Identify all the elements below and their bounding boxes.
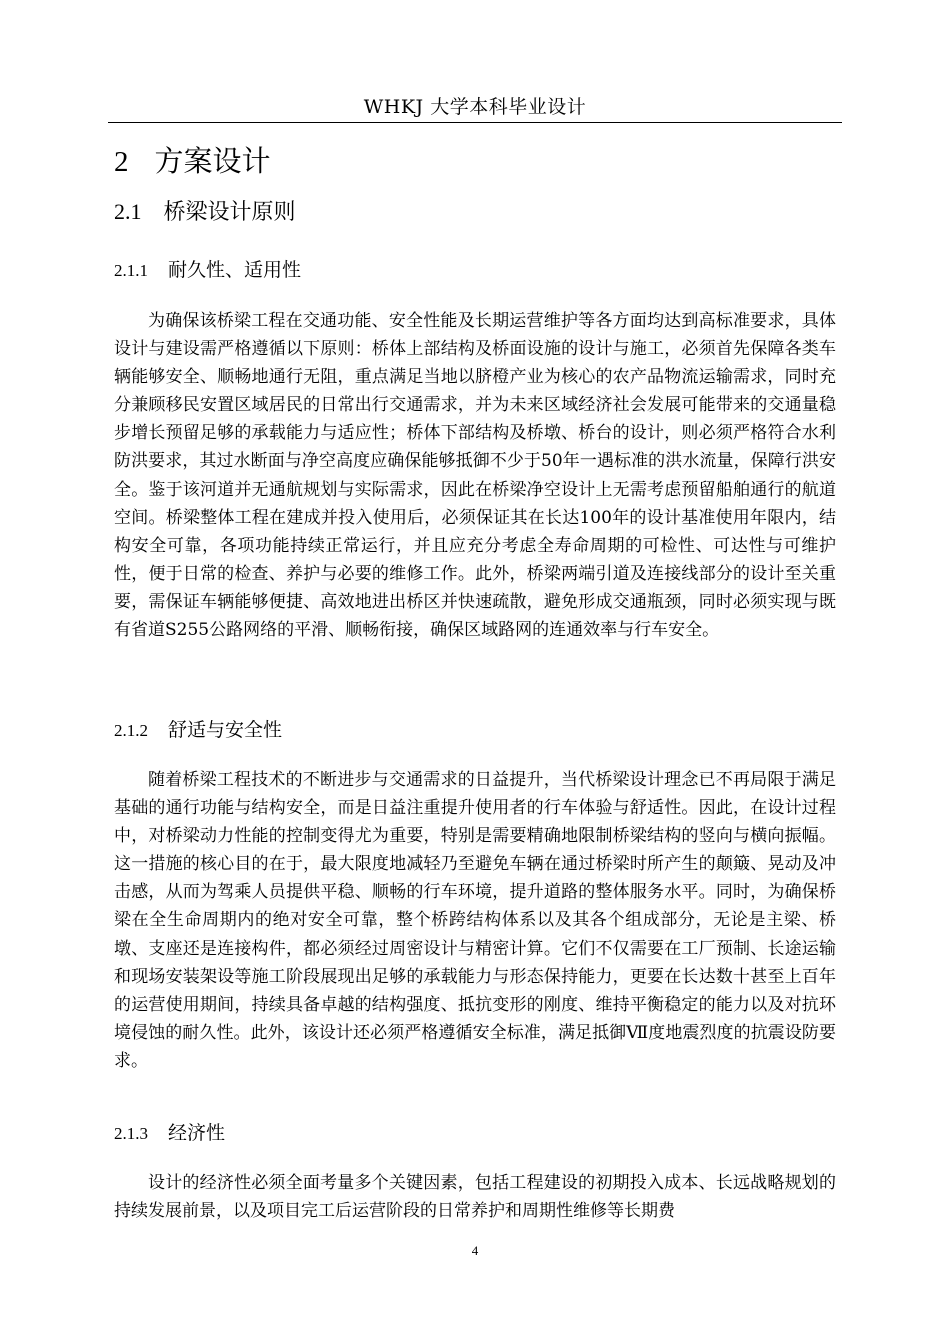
chapter-heading [114,142,271,181]
page-number: 4 [471,1243,479,1258]
subsection-heading-1 [114,256,301,285]
subsection-title: 舒适与安全性 [168,719,283,741]
subsection-title: 经济性 [168,1122,226,1144]
section-title: 桥梁设计原则 [163,200,296,225]
header-rule [108,122,842,123]
body-paragraph-1: 为确保该桥梁工程在交通功能、安全性能及长期运营维护等各方面均达到高标准要求，具体设计与建设需严格遵循以下原则：桥体上部结构及桥面设施的设计与施工，必须首先保障各类车辆能够安全、顺畅地通行无阻，重点满足当地以脐橙产业为核心的农产品物流运输需求，同时充分兼顾移民安置区域居民的日常出行交通需求，并为未来区域经济社会发展可能带来的交通量稳步增长预留足够的承载能力与适应性；桥体下部结构及桥墩、桥台的设计，则必须严格符合水利防洪要求，其过水断面与净空高度应确保能够抵御不少于50年一遇标准的洪水流量，保障行洪安全。鉴于该河道并无通航规划与实际需求，因此在桥梁净空设计上无需考虑预留船舶通行的航道空间。桥梁整体工程在建成并投入使用后，必须保证其在长达100年的设计基准使用年限内，结构安全可靠，各项功能持续正常运行，并且应充分考虑全寿命周期的可检性、可达性与可维护性，便于日常的检查、养护与必要的维修工作。此外，桥梁两端引道及连接线部分的设计至关重要，需保证车辆能够便捷、高效地进出桥区并快速疏散，避免形成交通瓶颈，同时必须实现与既有省道S255公路网络的平滑、顺畅衔接，确保区域路网的连通效率与行车安全。 [114,311,836,641]
body-paragraph-3: 设计的经济性必须全面考量多个关键因素，包括工程建设的初期投入成本、长远战略规划的持续发展前景，以及项目完工后运营阶段的日常养护和周期性维修等长期费 [114,1173,836,1222]
subsection-number: 2.1.3 [114,1124,148,1143]
body-paragraph-2: 随着桥梁工程技术的不断进步与交通需求的日益提升，当代桥梁设计理念已不再局限于满足基础的通行功能与结构安全，而是日益注重提升使用者的行车体验与舒适性。因此，在设计过程中，对桥梁动力性能的控制变得尤为重要，特别是需要精确地限制桥梁结构的竖向与横向振幅。这一措施的核心目的在于，最大限度地减轻乃至避免车辆在通过桥梁时所产生的颠簸、晃动及冲击感，从而为驾乘人员提供平稳、顺畅的行车环境，提升道路的整体服务水平。同时，为确保桥梁在全生命周期内的绝对安全可靠，整个桥跨结构体系以及其各个组成部分，无论是主梁、桥墩、支座还是连接构件，都必须经过周密设计与精密计算。它们不仅需要在工厂预制、长途运输和现场安装架设等施工阶段展现出足够的承载能力与形态保持能力，更要在长达数十甚至上百年的运营使用期间，持续具备卓越的结构强度、抵抗变形的刚度、维持平衡稳定的能力以及对抗环境侵蚀的耐久性。此外，该设计还必须严格遵循安全标准，满足抵御Ⅶ度地震烈度的抗震设防要求。 [114,770,836,1071]
subsection-heading-3 [114,1119,225,1148]
section-heading [114,196,296,229]
chapter-title: 方案设计 [154,144,271,178]
subsection-heading-2 [114,716,282,745]
subsection-title: 耐久性、适用性 [168,259,302,281]
subsection-number: 2.1.1 [114,261,148,280]
page-header: WHKJ 大学本科毕业设计 [363,96,587,118]
subsection-number: 2.1.2 [114,721,148,740]
section-number: 2.1 [114,199,142,224]
chapter-number: 2 [114,146,129,178]
